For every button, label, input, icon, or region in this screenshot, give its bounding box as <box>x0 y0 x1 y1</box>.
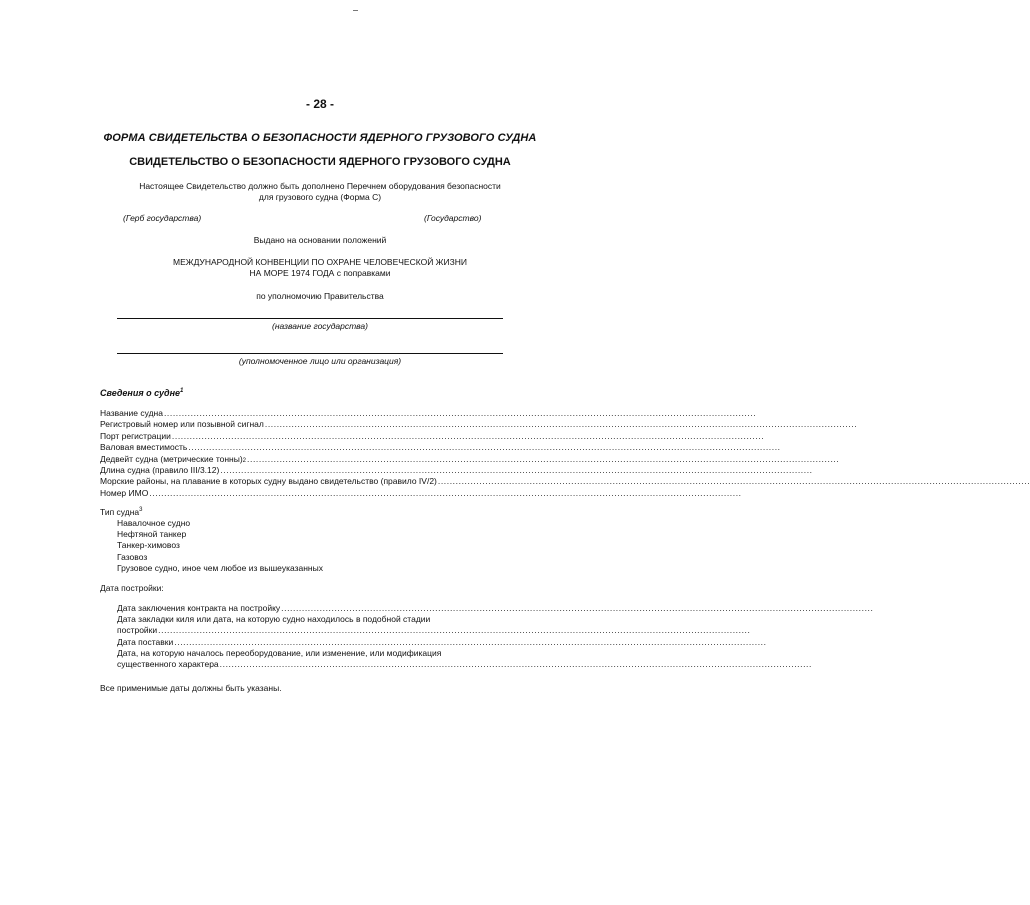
date-field-label-line: Дата, на которую началось переоборудование, или изменение, или модификация <box>117 647 442 658</box>
footnote-ref: 1 <box>180 388 184 394</box>
field-label: Дата заключения контракта на постройку <box>117 603 281 613</box>
fill-in-dots: ........................................................................................................................................................................................................ <box>174 636 767 647</box>
field-label: Дедвейт судна (метрические тонны) <box>100 453 243 464</box>
form-title: ФОРМА СВИДЕТЕЛЬСТВА О БЕЗОПАСНОСТИ ЯДЕРНОГО ГРУЗОВОГО СУДНА <box>103 132 537 144</box>
date-field[interactable] <box>117 658 812 670</box>
fill-in-dots: ........................................................................................................................................................................................................ <box>220 464 813 475</box>
ship-type-label-text: Тип судна <box>100 507 140 517</box>
fill-in-dots: ........................................................................................................................................................................................................ <box>281 603 874 613</box>
build-date-fields <box>117 603 874 670</box>
issued-under-text: Выдано на основании положений <box>253 235 387 245</box>
field-label: постройки <box>117 625 158 636</box>
ship-field-row[interactable]: Дедвейт судна (метрические тонны) 2 ........................................................................................................................................................................................................ <box>100 453 840 464</box>
ship-type-options <box>117 518 323 574</box>
scan-mark <box>353 10 358 11</box>
ship-particulars-heading-text: Сведения о судне <box>100 388 181 398</box>
state-placeholder: (Государство) <box>424 213 482 223</box>
fill-in-dots: ........................................................................................................................................................................................................ <box>264 419 858 430</box>
ship-field-row[interactable] <box>100 487 742 499</box>
ship-field-row[interactable] <box>100 442 781 453</box>
convention-line-1: МЕЖДУНАРОДНОЙ КОНВЕНЦИИ ПО ОХРАНЕ ЧЕЛОВЕЧЕСКОЙ ЖИЗНИ <box>172 257 468 267</box>
ship-field-row[interactable] <box>100 476 1030 487</box>
ship-type-option: Газовоз <box>117 551 148 562</box>
ship-field-row[interactable] <box>100 464 813 476</box>
footnote-ref: 3 <box>139 507 143 514</box>
state-name-line <box>117 318 503 319</box>
convention-line-2: НА МОРЕ 1974 ГОДА с поправками <box>249 268 391 278</box>
field-label: Дата поставки <box>117 636 174 647</box>
ship-type-option: Грузовое судно, иное чем любое из вышеуказанных <box>117 562 323 573</box>
intro-line-1: Настоящее Свидетельство должно быть дополнено Перечнем оборудования безопасности <box>139 181 501 191</box>
convention-title <box>0 257 640 279</box>
dates-note: Все применимые даты должны быть указаны. <box>100 683 282 693</box>
fill-in-dots: ........................................................................................................................................................................................................ <box>158 625 751 636</box>
fill-in-dots: ........................................................................................................................................................................................................ <box>149 487 742 498</box>
field-label: Название судна <box>100 408 163 418</box>
fill-in-dots: ........................................................................................................................................................................................................ <box>171 430 765 441</box>
ship-particulars-heading <box>100 388 183 398</box>
intro-text <box>0 181 640 203</box>
fill-in-dots: ........................................................................................................................................................................................................ <box>437 476 1030 487</box>
ship-type-option: Танкер-химовоз <box>117 540 180 551</box>
fill-in-dots: ........................................................................................................................................................................................................ <box>219 658 812 669</box>
fill-in-dots: ........................................................................................................................................................................................................ <box>188 442 781 453</box>
field-label: Регистровый номер или позывной сигнал <box>100 419 264 430</box>
field-label: Порт регистрации <box>100 430 171 441</box>
state-name-caption: (название государства) <box>272 321 368 331</box>
page-number: - 28 - <box>305 97 334 111</box>
authorized-line <box>117 353 503 354</box>
fill-in-dots: ........................................................................................................................................................................................................ <box>247 453 840 464</box>
ship-type-label <box>100 507 142 517</box>
ship-type-option: Нефтяной танкер <box>117 529 187 540</box>
fill-in-dots: ........................................................................................................................................................................................................ <box>163 408 757 418</box>
date-field[interactable] <box>117 603 874 614</box>
ship-field-row[interactable] <box>100 430 765 442</box>
ship-field-row[interactable] <box>100 419 858 430</box>
ship-type-option: Навалочное судно <box>117 518 191 528</box>
date-field[interactable] <box>117 636 767 648</box>
ship-particulars-fields <box>100 408 1030 499</box>
emblem-placeholder: (Герб государства) <box>123 213 202 223</box>
intro-line-2: для грузового судна (Форма С) <box>258 192 382 202</box>
date-field-label-line: Дата закладки киля или дата, на которую судно находилось в подобной стадии <box>117 614 431 625</box>
field-label: Длина судна (правило III/3.12) <box>100 464 220 475</box>
field-label: Валовая вместимость <box>100 442 188 453</box>
authority-text: по уполномочию Правительства <box>256 291 384 301</box>
date-field[interactable] <box>117 625 751 636</box>
authorized-caption: (уполномоченное лицо или организация) <box>238 356 402 366</box>
field-label: Морские районы, на плавание в которых судну выдано свидетельство (правило IV/2) <box>100 476 437 487</box>
field-label: Номер ИМО <box>100 487 149 498</box>
build-date-label: Дата постройки: <box>100 583 164 593</box>
field-label: существенного характера <box>117 658 219 669</box>
ship-field-row[interactable] <box>100 408 757 419</box>
certificate-title: СВИДЕТЕЛЬСТВО О БЕЗОПАСНОСТИ ЯДЕРНОГО ГРУЗОВОГО СУДНА <box>129 156 511 168</box>
